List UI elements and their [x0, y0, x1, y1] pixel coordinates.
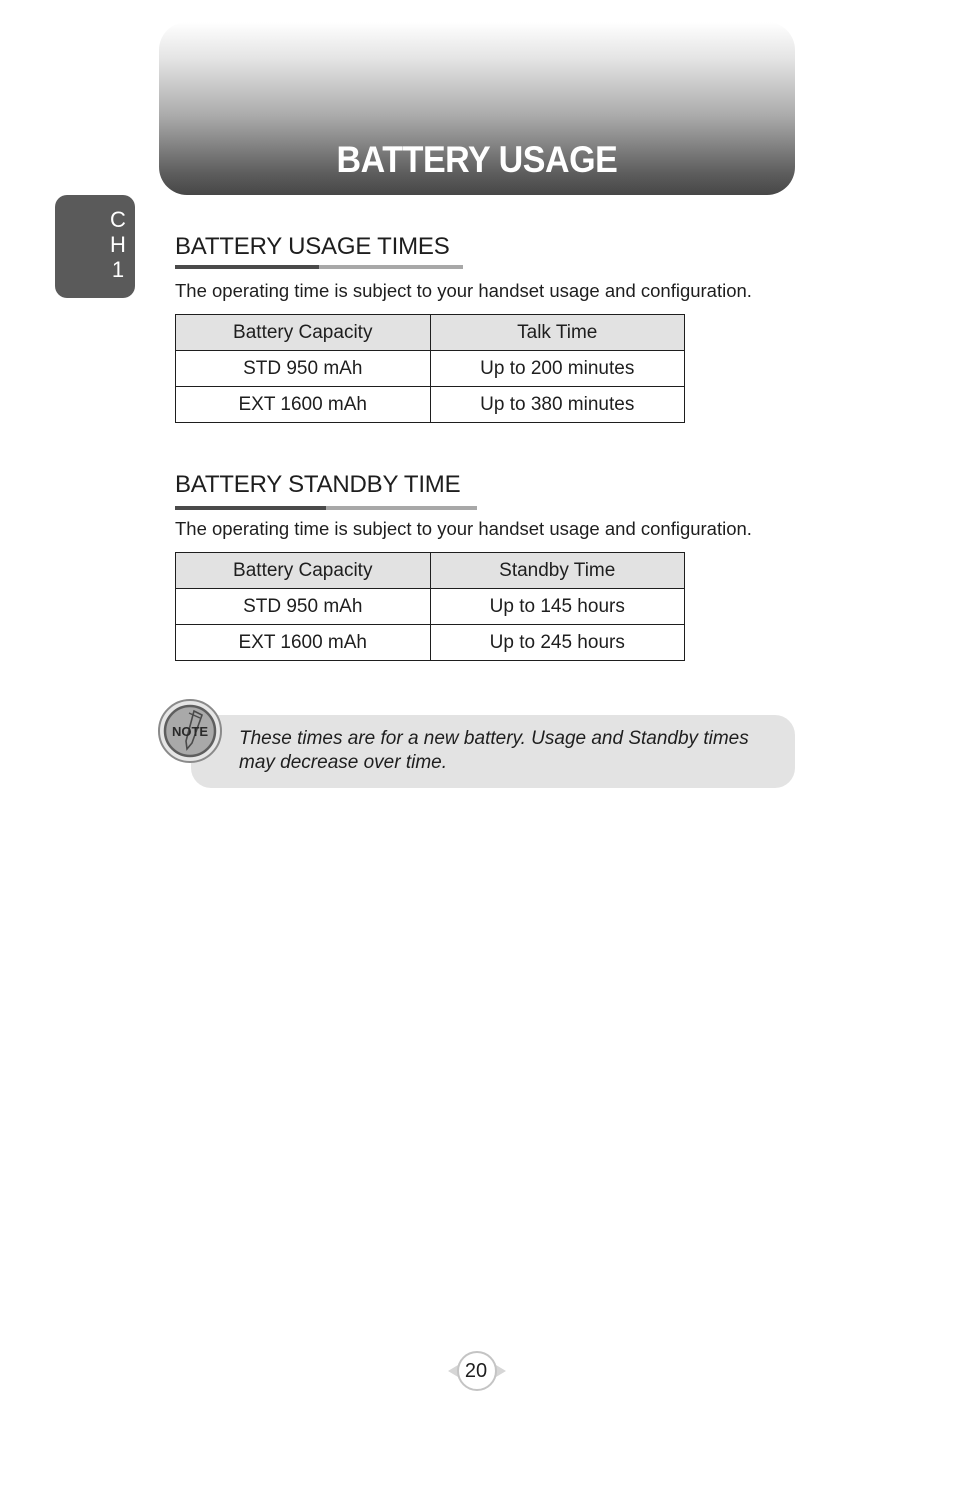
usage-times-heading: BATTERY USAGE TIMES: [175, 233, 450, 260]
table-row: [176, 589, 685, 625]
chapter-letter: H: [110, 232, 126, 257]
note-text: [239, 727, 784, 775]
table-row: [176, 387, 685, 423]
table-cell: EXT 1600 mAh: [176, 387, 431, 423]
table-cell: EXT 1600 mAh: [176, 625, 431, 661]
chapter-letter: C: [110, 207, 126, 232]
usage-times-intro: The operating time is subject to your handset usage and configuration.: [175, 280, 752, 301]
standby-time-heading-rule: [175, 506, 477, 510]
page-title: BATTERY USAGE: [336, 139, 618, 180]
table-row: [176, 351, 685, 387]
note-icon-label: NOTE: [171, 724, 209, 739]
usage-times-table: [175, 314, 685, 423]
page-number: 20: [464, 1360, 488, 1382]
table-header-cell: Battery Capacity: [176, 553, 431, 589]
chapter-tab-label: [108, 207, 128, 282]
table-header-cell: Talk Time: [430, 315, 685, 351]
table-cell: Up to 200 minutes: [430, 351, 685, 387]
table-header-row: [176, 553, 685, 589]
page-header-banner: [159, 22, 795, 195]
table-cell: Up to 145 hours: [430, 589, 685, 625]
table-header-cell: Standby Time: [430, 553, 685, 589]
table-header-cell: Battery Capacity: [176, 315, 431, 351]
table-row: [176, 625, 685, 661]
note-line: may decrease over time.: [239, 752, 448, 773]
chapter-number: 1: [111, 257, 125, 282]
table-cell: STD 950 mAh: [176, 351, 431, 387]
standby-time-intro: The operating time is subject to your handset usage and configuration.: [175, 518, 752, 539]
chapter-tab: [55, 195, 135, 298]
table-cell: Up to 245 hours: [430, 625, 685, 661]
standby-time-table: [175, 552, 685, 661]
table-cell: Up to 380 minutes: [430, 387, 685, 423]
usage-times-heading-rule: [175, 265, 463, 269]
note-pencil-icon: [158, 699, 222, 763]
note-line: These times are for a new battery. Usage and Standby times: [239, 728, 749, 749]
table-header-row: [176, 315, 685, 351]
table-cell: STD 950 mAh: [176, 589, 431, 625]
standby-time-heading: BATTERY STANDBY TIME: [175, 471, 461, 498]
